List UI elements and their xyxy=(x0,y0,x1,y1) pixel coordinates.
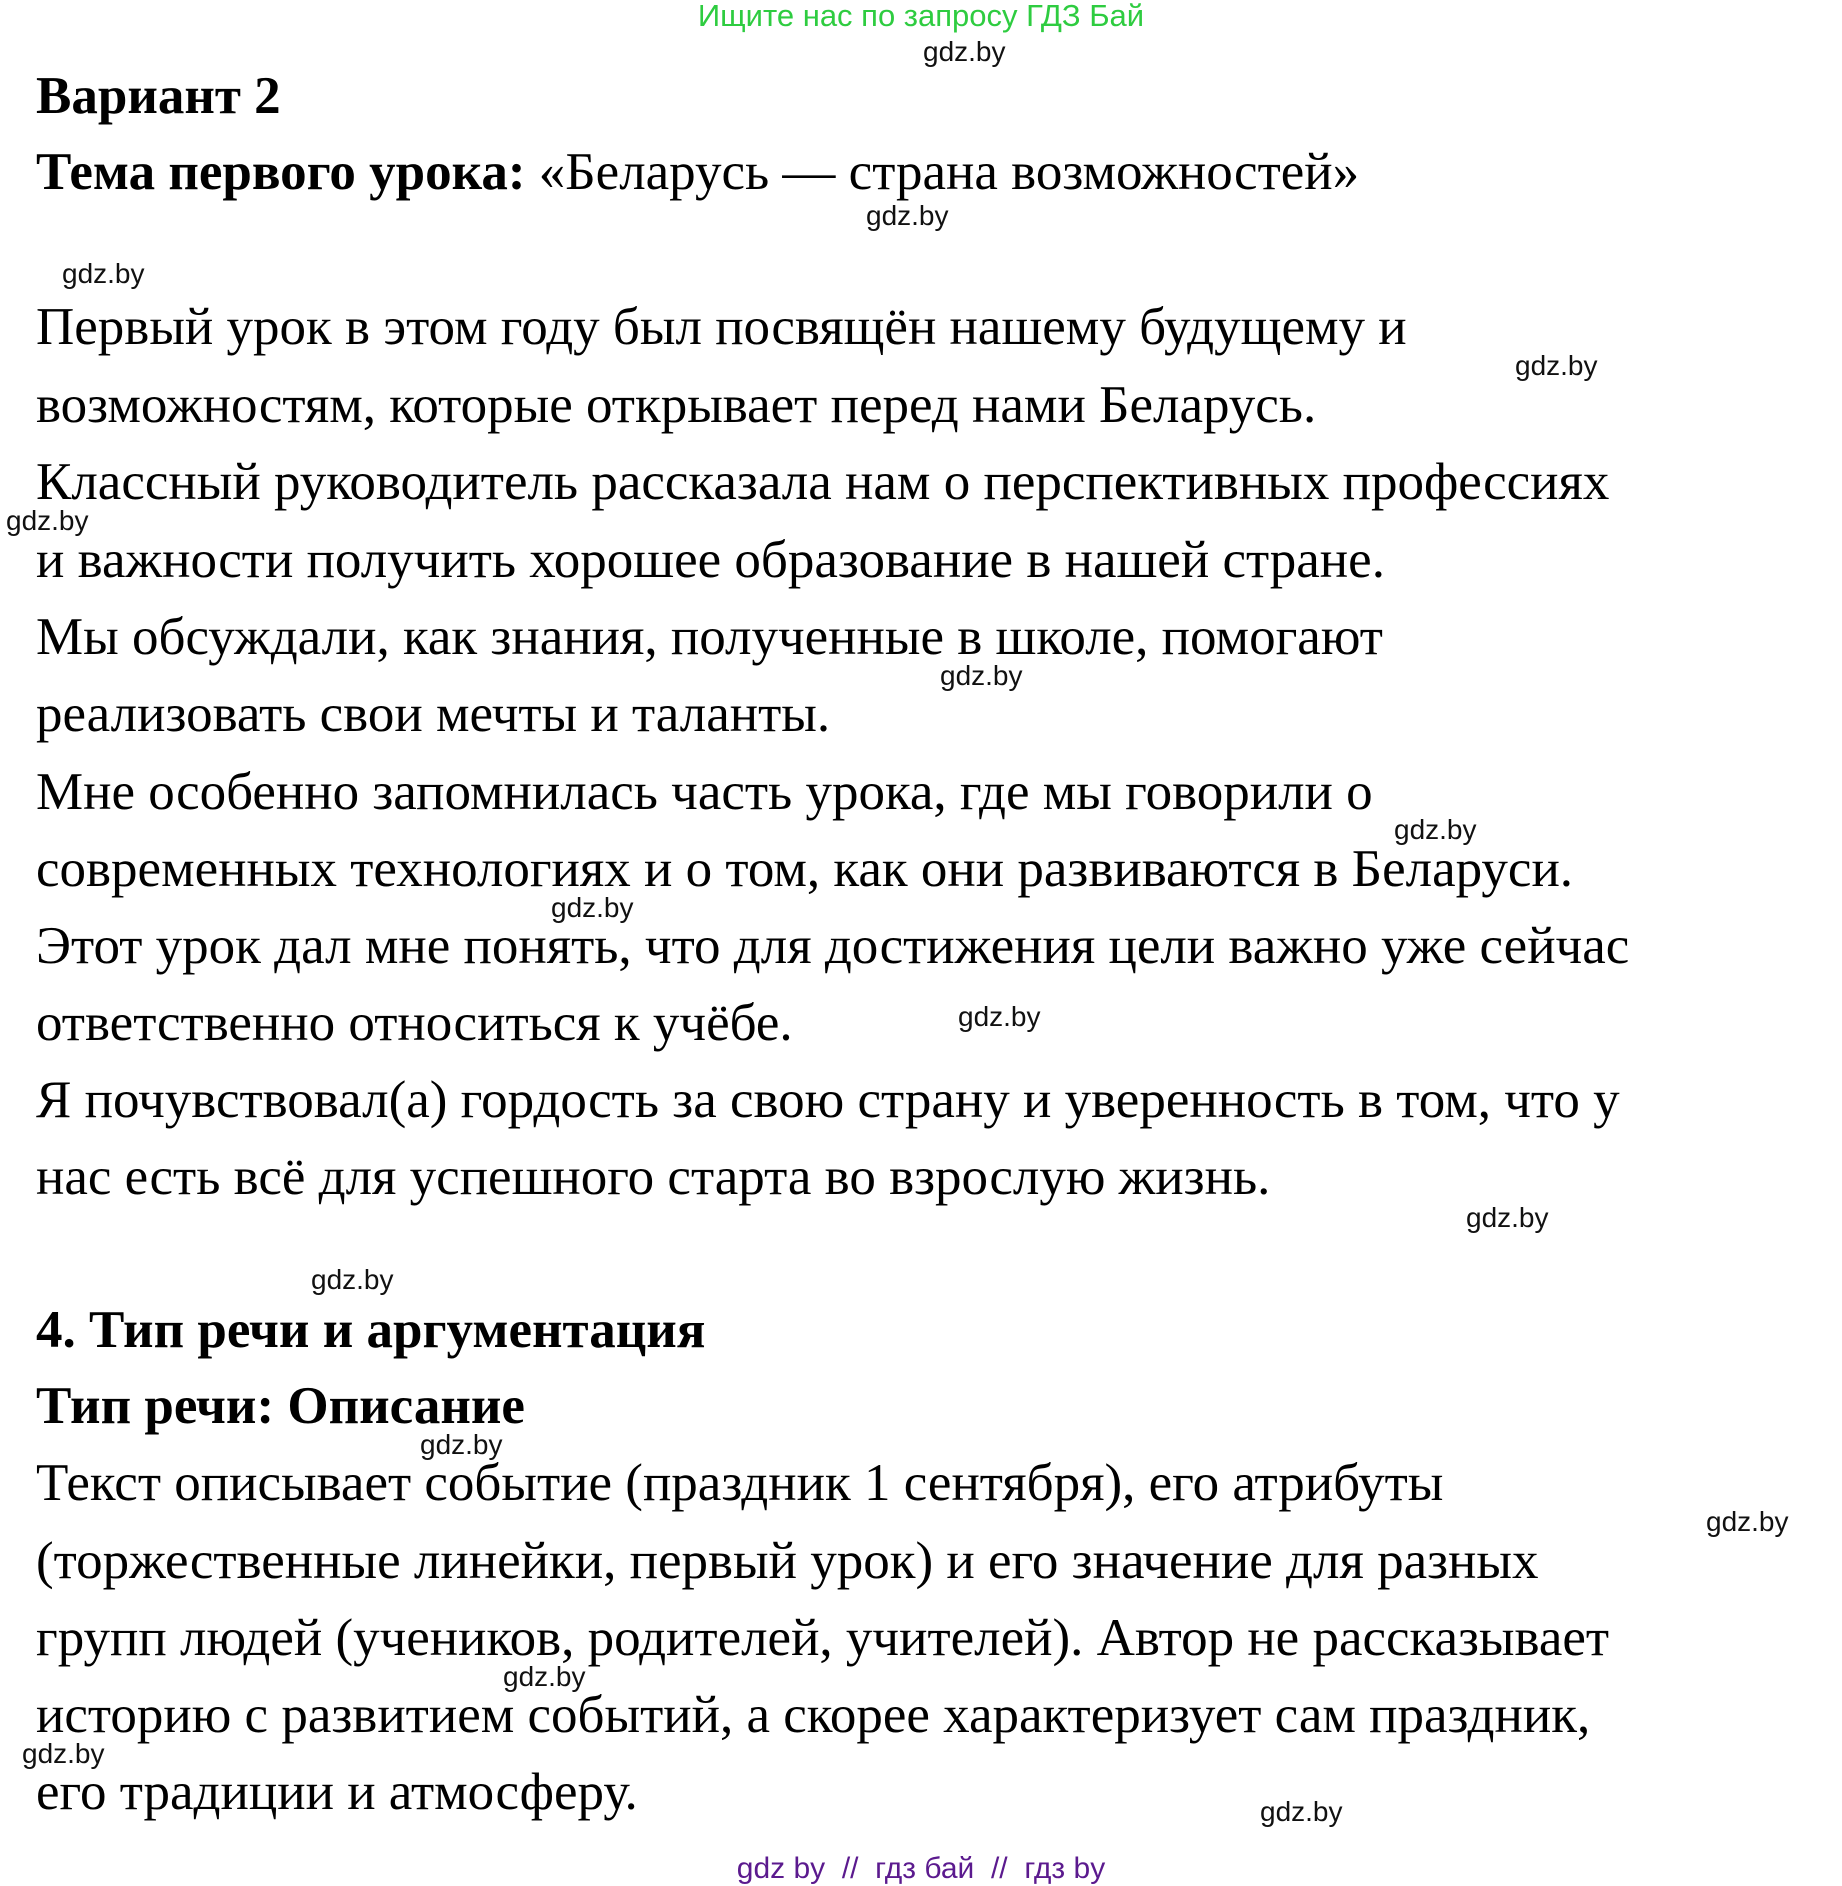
watermark: gdz.by xyxy=(1394,814,1477,845)
essay-line: и важности получить хорошее образование в нашей стране. xyxy=(36,531,1385,589)
essay-line: реализовать свои мечты и таланты. xyxy=(36,685,831,743)
watermark: gdz.by xyxy=(1260,1796,1343,1827)
watermark: gdz.by xyxy=(958,1001,1041,1032)
watermark: gdz.by xyxy=(551,892,634,923)
watermark: gdz.by xyxy=(62,258,145,289)
argument-line: (торжественные линейки, первый урок) и его значение для разных xyxy=(36,1532,1539,1590)
watermark: gdz.by xyxy=(866,200,949,231)
section-4-title: 4. Тип речи и аргументация xyxy=(36,1301,706,1359)
argument-line: его традиции и атмосферу. xyxy=(36,1763,638,1821)
essay-line: ответственно относиться к учёбе. xyxy=(36,994,793,1052)
essay-line: нас есть всё для успешного старта во взрослую жизнь. xyxy=(36,1148,1271,1206)
variant-title: Вариант 2 xyxy=(36,67,281,125)
topic-label: Тема первого урока: xyxy=(36,143,526,201)
watermark: gdz.by xyxy=(22,1738,105,1769)
essay-line: Классный руководитель рассказала нам о перспективных профессиях xyxy=(36,453,1610,511)
essay-line: современных технологиях и о том, как они развиваются в Беларуси. xyxy=(36,840,1574,898)
footer-links: gdz by // гдз бай // гдз by xyxy=(736,1852,1106,1885)
watermark: gdz.by xyxy=(420,1429,503,1460)
watermark: gdz.by xyxy=(1466,1202,1549,1233)
topic-value: «Беларусь — страна возможностей» xyxy=(525,143,1360,201)
watermark: gdz.by xyxy=(940,660,1023,691)
watermark: gdz.by xyxy=(503,1661,586,1692)
watermark: gdz.by xyxy=(6,505,89,536)
essay-line: Первый урок в этом году был посвящён нашему будущему и xyxy=(36,298,1407,356)
argument-line: историю с развитием событий, а скорее характеризует сам праздник, xyxy=(36,1686,1591,1744)
search-banner: Ищите нас по запросу ГДЗ Бай xyxy=(697,0,1145,33)
argument-line: Текст описывает событие (праздник 1 сентября), его атрибуты xyxy=(36,1454,1444,1512)
watermark: gdz.by xyxy=(923,36,1006,67)
essay-line: Я почувствовал(а) гордость за свою страну и уверенность в том, что у xyxy=(36,1071,1620,1129)
speech-type: Тип речи: Описание xyxy=(36,1377,525,1435)
watermark: gdz.by xyxy=(311,1264,394,1295)
essay-line: Мне особенно запомнилась часть урока, где мы говорили о xyxy=(36,763,1373,821)
argument-line: групп людей (учеников, родителей, учителей). Автор не рассказывает xyxy=(36,1609,1610,1667)
watermark: gdz.by xyxy=(1706,1506,1789,1537)
essay-line: Этот урок дал мне понять, что для достижения цели важно уже сейчас xyxy=(36,917,1630,975)
lesson-topic xyxy=(36,143,1360,201)
essay-line: возможностям, которые открывает перед нами Беларусь. xyxy=(36,376,1317,434)
watermark: gdz.by xyxy=(1515,350,1598,381)
essay-line: Мы обсуждали, как знания, полученные в школе, помогают xyxy=(36,608,1383,666)
